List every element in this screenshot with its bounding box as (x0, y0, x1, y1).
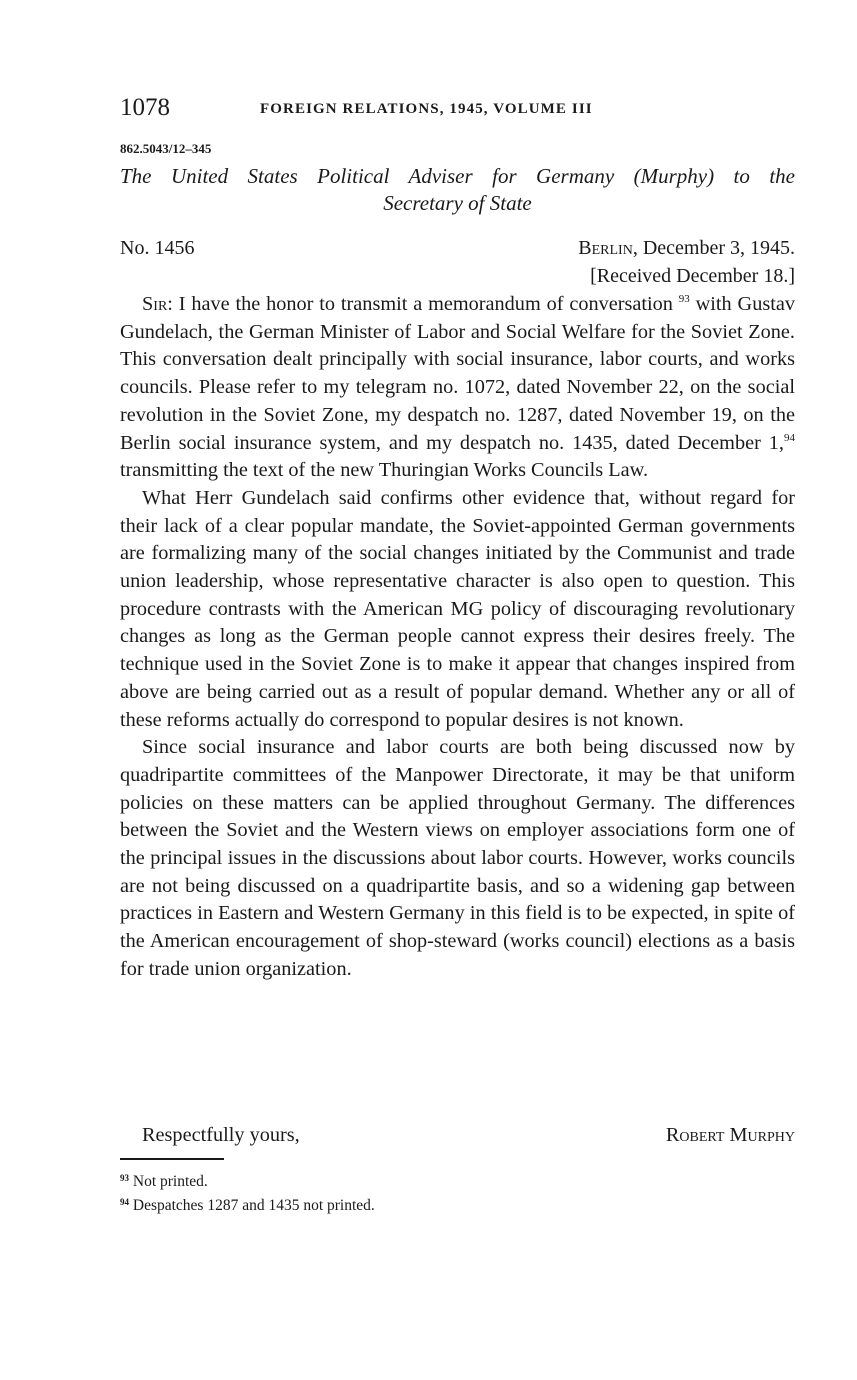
footnotes (120, 1168, 795, 1216)
footnote-divider (120, 1158, 224, 1160)
document-title (120, 163, 795, 217)
file-number: 862.5043/12–345 (120, 141, 212, 156)
paragraph-1-text-c: transmitting the text of the new Thuringian Works Councils Law. (120, 459, 649, 482)
date: , December 3, 1945. (632, 237, 795, 259)
document-title-line-1: The United States Political Adviser for Germany (Murphy) to the (120, 164, 795, 188)
footnote-ref-94: 94 (784, 431, 795, 444)
letter-body (120, 291, 795, 984)
signature: Robert Murphy (665, 1124, 795, 1146)
running-head (120, 92, 795, 124)
footnote-mark: 94 (120, 1197, 129, 1207)
document-title-line-2: Secretary of State (383, 191, 532, 215)
paragraph-1-text-b: with Gustav Gundelach, the German Minister of Labor and Social Welfare for the Soviet Zone. This conversation dealt principally with social insurance, labor courts, and works councils. Please refer to my telegram no. 1072, dated November 22, on the social revolution in the Soviet Zone, my despatch no. 1287, dated November 19, on the Berlin social insurance system, and my despatch no. 1435, dated December 1, (120, 293, 796, 454)
place: Berlin (578, 237, 633, 259)
footnote-ref-93: 93 (678, 293, 690, 305)
closing-phrase: Respectfully yours, (142, 1124, 300, 1146)
despatch-number: No. 1456 (120, 237, 195, 259)
footnote-text: Not printed. (132, 1173, 208, 1190)
page-number: 1078 (120, 94, 170, 121)
footnote-mark: 93 (120, 1173, 129, 1183)
running-title: FOREIGN RELATIONS, 1945, VOLUME III (260, 101, 593, 117)
document-page (120, 0, 795, 1380)
footnote-text: Despatches 1287 and 1435 not printed. (132, 1197, 375, 1214)
paragraph-3: Since social insurance and labor courts are both being discussed now by quadripartite committees of the Manpower Directorate, it may be that uniform policies on these matters can be applied throughout Germany. The differences between the Soviet and the Western views on employer associations form one of the principal issues in the discussions about labor courts. However, works councils are not being discussed on a quadripartite basis, and so a widening gap between practices in Eastern and Western Germany in this field is to be expected, in spite of the American encouragement of shop-steward (works council) elections as a basis for trade union organization. (120, 736, 795, 980)
salutation: Sir (142, 293, 168, 315)
place-date (578, 234, 795, 262)
paragraph-2: What Herr Gundelach said confirms other evidence that, without regard for their lack of a clear popular mandate, the Soviet-appointed German governments are formalizing many of the social changes initiated by the Communist and trade union leadership, whose representative character is also open to question. This procedure contrasts with the American MG policy of discouraging revolutionary changes as long as the German people cannot express their desires freely. The technique used in the Soviet Zone is to make it appear that changes inspired from above are being carried out as a result of popular demand. Whether any or all of these reforms actually do correspond to popular desires is not known. (120, 486, 795, 731)
received-date: [Received December 18.] (590, 265, 795, 287)
paragraph-1-text-a: : I have the honor to transmit a memorandum of conversation (167, 293, 679, 315)
paragraph-1 (120, 291, 795, 485)
footnote-93 (120, 1168, 795, 1192)
footnote-94 (120, 1192, 795, 1216)
